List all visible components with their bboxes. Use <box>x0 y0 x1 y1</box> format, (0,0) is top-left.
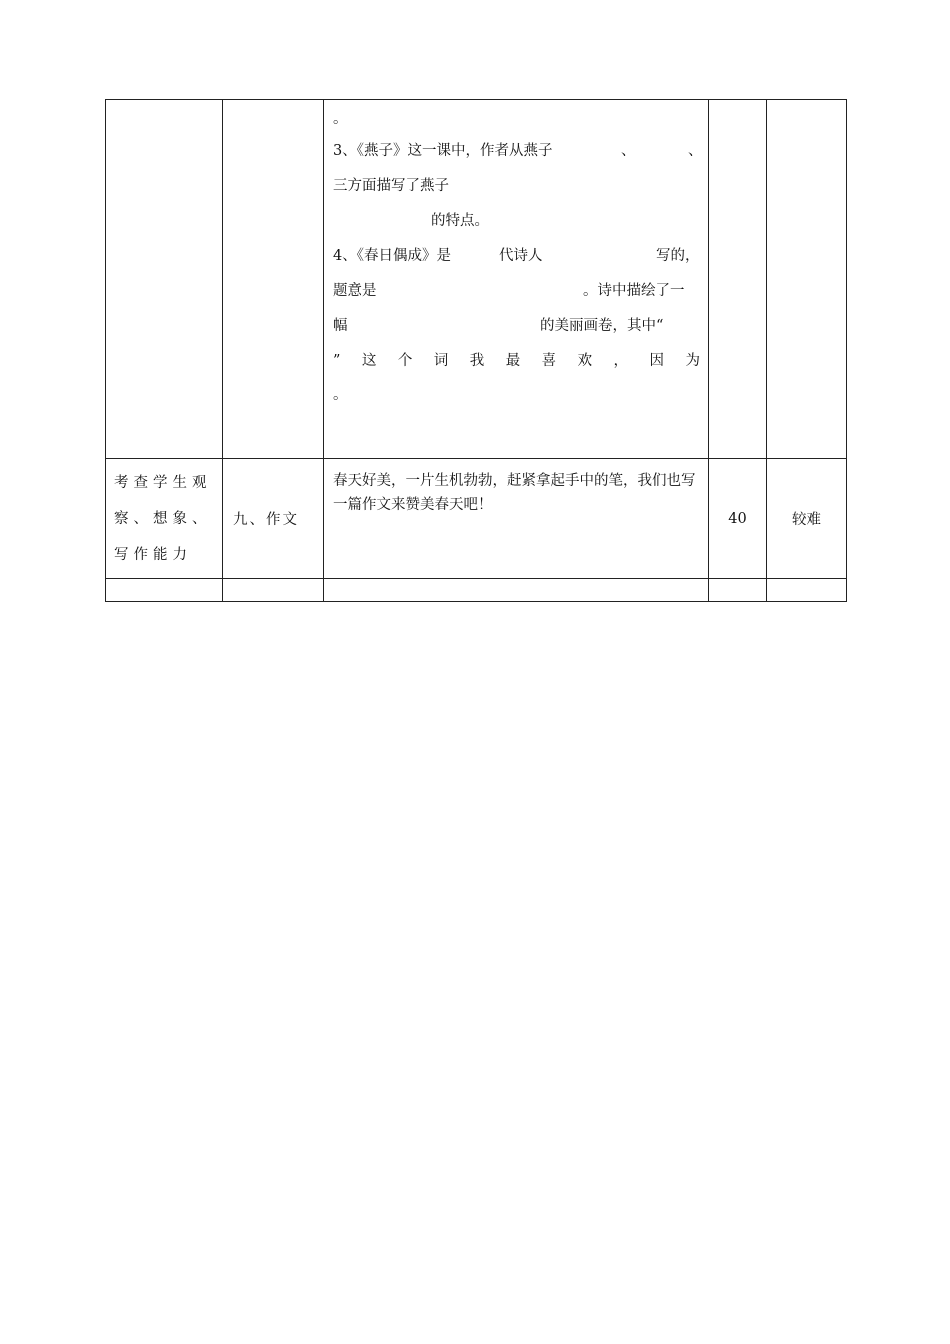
question-text: 代诗人 <box>499 248 543 264</box>
exam-analysis-table <box>105 99 847 602</box>
difficulty-cell-empty <box>767 100 847 459</box>
section-title-cell: 九、作文 <box>223 459 324 579</box>
table-row <box>106 579 847 602</box>
question-char: 词 <box>433 353 449 369</box>
question-text: 。 <box>333 111 348 127</box>
question-char: ” <box>333 353 341 369</box>
question-char: 我 <box>469 353 485 369</box>
question-char: 为 <box>685 353 700 369</box>
question-char: 这 <box>361 353 377 369</box>
question-line <box>333 274 700 309</box>
question-text: 、 <box>688 143 703 159</box>
question-text: 的特点。 <box>431 213 489 229</box>
question-char: 因 <box>649 353 664 369</box>
question-char: 喜 <box>541 353 557 369</box>
score-cell-empty <box>709 100 767 459</box>
empty-cell <box>709 579 767 602</box>
question-text: 题意是 <box>333 283 377 299</box>
question-char: ， <box>613 353 629 369</box>
question-line <box>333 204 700 239</box>
question-line <box>333 309 700 344</box>
question-line <box>333 344 700 379</box>
question-text: 。诗中描绘了一 <box>583 283 685 299</box>
empty-cell <box>767 579 847 602</box>
question-line <box>333 239 700 274</box>
question-char: 欢 <box>577 353 593 369</box>
question-text: 幅 <box>333 318 348 334</box>
question-text: 三方面描写了燕子 <box>333 178 449 194</box>
empty-cell <box>324 579 709 602</box>
question-line <box>333 379 700 412</box>
question-text: 的美丽画卷，其中“ <box>540 318 664 334</box>
empty-cell <box>106 579 223 602</box>
essay-question-cell: 春天好美，一片生机勃勃，赶紧拿起手中的笔，我们也写一篇作文来赞美春天吧！ <box>324 459 709 579</box>
table-row <box>106 459 847 579</box>
section-cell-empty <box>223 100 324 459</box>
difficulty-cell: 较难 <box>767 459 847 579</box>
question-text: 4、《春日偶成》是 <box>333 248 451 264</box>
question-line <box>333 104 700 134</box>
question-char: 个 <box>397 353 413 369</box>
empty-cell <box>223 579 324 602</box>
question-text: 。 <box>333 387 348 403</box>
question-line <box>333 169 700 204</box>
question-text: 3、《燕子》这一课中，作者从燕子 <box>333 143 553 159</box>
assessment-aim-cell: 考查学生观察、想象、写作能力 <box>106 459 223 579</box>
score-cell: 40 <box>709 459 767 579</box>
question-text: 、 <box>621 143 636 159</box>
table-row <box>106 100 847 459</box>
question-line <box>333 134 703 169</box>
question-text: 写的， <box>656 248 700 264</box>
question-char: 最 <box>505 353 521 369</box>
question-content-cell <box>324 100 709 459</box>
aim-cell-empty <box>106 100 223 459</box>
